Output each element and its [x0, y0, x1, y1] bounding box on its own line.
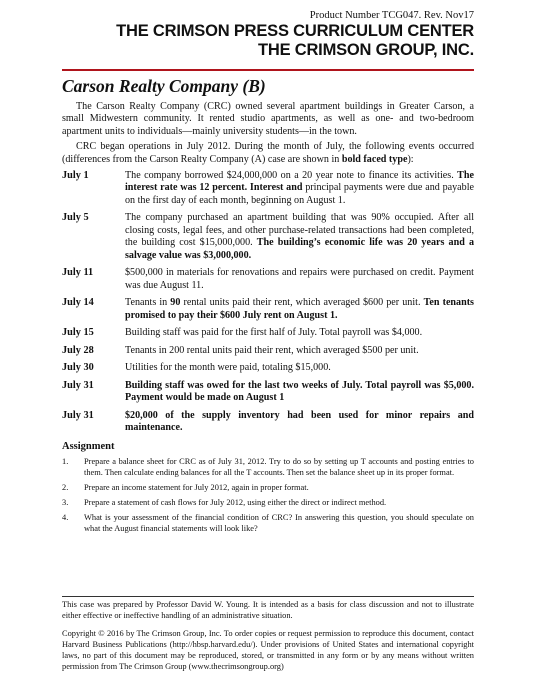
- assignment-number: 1.: [62, 457, 69, 467]
- event-text-bold: Building staff was owed for the last two weeks of July. Total payroll was $5,000. Payment would be made on August 1: [125, 380, 474, 404]
- header-rule: [62, 69, 474, 71]
- assignment-list: [62, 456, 474, 534]
- event-text-bold: $20,000 of the supply inventory had been used for minor repairs and maintenance.: [125, 410, 474, 434]
- event-text-plain: principal payments were due and payable on the first day of each month, beginning on August 1.: [125, 182, 474, 206]
- event-row: [62, 327, 474, 339]
- assignment-item: [62, 482, 474, 493]
- event-date: July 5: [62, 212, 89, 224]
- event-text-plain: $500,000 in materials for renovations and repairs were purchased on credit. Payment was due August 11.: [125, 267, 474, 291]
- event-date: July 15: [62, 327, 94, 339]
- footer-copyright: Copyright © 2016 by The Crimson Group, Inc. To order copies or request permission to reproduce this document, contact Harvard Business Publications (http://hbsp.harvard.edu/). Under provisions of United States and international copyright laws, no part of this document may be reproduced, stored, or transmitted in any form or by any means without written permission from The Crimson Group (www.thecrimsongroup.org): [62, 629, 474, 671]
- event-text-plain: Tenants in 200 rental units paid their rent, which averaged $500 per unit.: [125, 344, 419, 356]
- assignment-heading: Assignment: [62, 441, 115, 453]
- event-row: [62, 362, 474, 374]
- assignment-item: [62, 512, 474, 534]
- intro-paragraph-1: The Carson Realty Company (CRC) owned several apartment buildings in Greater Carson, a small Midwestern community. It rented studio apartments, as well as one- and two-bedroom apartment units to individuals—mainly university students—in the town.: [62, 101, 474, 137]
- event-description: [125, 345, 474, 357]
- event-description: [125, 327, 474, 339]
- event-text-bold: The building’s economic life was 20 years and a salvage value was $3,000,000.: [125, 237, 474, 261]
- event-row: [62, 212, 474, 262]
- assignment-text: Prepare a statement of cash flows for July 2012, using either the direct or indirect method.: [84, 498, 387, 508]
- event-date: July 28: [62, 344, 94, 356]
- event-description: [125, 410, 474, 435]
- event-row: [62, 297, 474, 322]
- event-row: [62, 267, 474, 292]
- event-text-plain: Building staff was paid for the first half of July. Total payroll was $4,000.: [125, 327, 423, 339]
- assignment-item: [62, 497, 474, 508]
- event-date: July 1: [62, 170, 89, 182]
- event-text-plain: Utilities for the month were paid, totaling $15,000.: [125, 362, 331, 374]
- event-text-plain: The company purchased an apartment building that was 90% occupied. After all closing costs, legal fees, and other purchase-related transactions had been completed, the building cost $15,000,000.: [125, 212, 474, 249]
- event-date: July 30: [62, 362, 94, 374]
- event-text-bold: The interest rate was 12 percent. Interest and: [125, 170, 474, 194]
- assignment-text: Prepare an income statement for July 2012, again in proper format.: [84, 483, 309, 493]
- event-text-plain: rental units paid their rent, which averaged $600 per unit.: [180, 297, 424, 309]
- footer-note: This case was prepared by Professor David W. Young. It is intended as a basis for class discussion and not to illustrate either effective or ineffective handling of an administrative situation.: [62, 600, 474, 620]
- assignment-item: [62, 456, 474, 478]
- event-text-bold: Ten tenants promised to pay their $600 July rent on August 1.: [125, 297, 474, 321]
- event-date: July 11: [62, 267, 94, 279]
- event-list: [62, 170, 474, 435]
- event-row: [62, 170, 474, 207]
- event-text-bold: 90: [170, 297, 181, 309]
- event-row: [62, 380, 474, 405]
- intro-paragraph-2: [62, 141, 474, 166]
- product-number: Product Number TCG047. Rev. Nov17: [309, 10, 474, 21]
- event-description: [125, 170, 474, 207]
- event-date: July 31: [62, 410, 94, 422]
- event-date: July 14: [62, 297, 94, 309]
- org-name-line-1: THE CRIMSON PRESS CURRICULUM CENTER: [116, 22, 474, 40]
- assignment-number: 3.: [62, 498, 69, 508]
- event-row: [62, 410, 474, 435]
- event-text-plain: The company borrowed $24,000,000 on a 20 year note to finance its activities.: [125, 170, 458, 182]
- case-title: Carson Realty Company (B): [62, 76, 266, 96]
- event-description: [125, 212, 474, 262]
- event-text-plain: Tenants in: [125, 297, 171, 309]
- assignment-number: 2.: [62, 483, 69, 493]
- intro-bold-phrase: bold faced type: [341, 153, 408, 165]
- intro-paragraph-2-text: CRC began operations in July 2012. During the month of July, the following events occurred (differences from the Carson Realty Company (A) case are shown in: [62, 141, 474, 165]
- assignment-text: Prepare a balance sheet for CRC as of July 31, 2012. Try to do so by setting up T accounts and posting entries to them. Then calculate ending balances for all the T accounts. Then set the balance sheet up in its proper format.: [84, 457, 474, 478]
- event-description: [125, 362, 474, 374]
- org-name-line-2: THE CRIMSON GROUP, INC.: [257, 41, 474, 59]
- event-description: [125, 297, 474, 322]
- assignment-text: What is your assessment of the financial condition of CRC? In answering this question, you should speculate on what the August financial statements will look like?: [84, 513, 474, 534]
- intro-paragraph-2-end: ):: [407, 153, 414, 165]
- assignment-number: 4.: [62, 513, 69, 523]
- document-page: [62, 10, 474, 538]
- event-date: July 31: [62, 380, 94, 392]
- footer-rule: [62, 596, 474, 597]
- event-description: [125, 380, 474, 405]
- event-description: [125, 267, 474, 292]
- footer: [62, 596, 474, 672]
- event-row: [62, 345, 474, 357]
